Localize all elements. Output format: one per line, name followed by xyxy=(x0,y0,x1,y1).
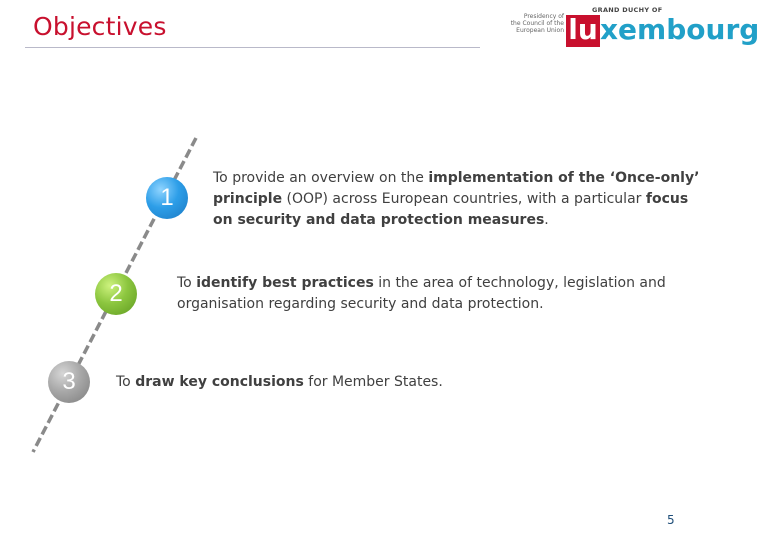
objective-3-text: To draw key conclusions for Member States. xyxy=(116,374,443,390)
objective-1-number-bubble: 1 xyxy=(146,177,188,219)
objective-2-number-bubble: 2 xyxy=(95,273,137,315)
logo-lu-box: lu xyxy=(566,15,600,47)
objective-2-text: To identify best practices in the area of technology, legislation and organisation regarding security and data protection. xyxy=(177,275,666,312)
objective-1-text: To provide an overview on the implementation of the ‘Once-only’ principle (OOP) across European countries, with a particular focus on security and data protection measures. xyxy=(213,170,700,228)
logo-xembourg: xembourg xyxy=(600,13,759,46)
page-number: 5 xyxy=(667,513,675,527)
logo-grand-duchy: GRAND DUCHY OF xyxy=(592,6,663,14)
presidency-caption: Presidency of the Council of the European Union xyxy=(510,13,564,34)
slide-title: Objectives xyxy=(33,12,167,41)
objective-3-number-bubble: 3 xyxy=(48,361,90,403)
